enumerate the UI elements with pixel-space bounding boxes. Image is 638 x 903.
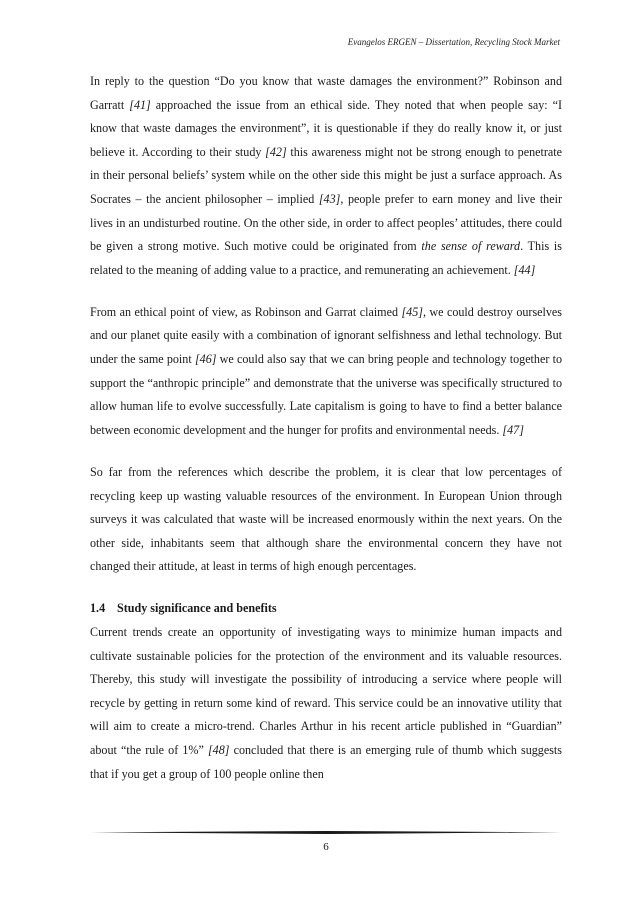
citation: [41]: [129, 97, 151, 112]
running-header: Evangelos ERGEN – Dissertation, Recycling Stock Market: [347, 37, 560, 47]
text-run: we could also say that we can bring people and technology together to support the “anthropic principle” and demonstrate that the universe was specifically structured to allow human life to evolve successfully. Late capitalism is going to have to find a better balance between economic development and the hunger for profits and environmental needs.: [90, 352, 562, 437]
paragraph-3: [90, 461, 562, 579]
paragraph-2: [90, 301, 562, 443]
section-title: Study significance and benefits: [117, 601, 277, 616]
text-run: concluded that there is an emerging rule of thumb which suggests that if you get a group of 100 people online then: [90, 742, 562, 781]
text-run: From an ethical point of view, as Robinson and Garrat claimed: [90, 304, 402, 319]
citation: [45],: [401, 304, 426, 319]
text-run: In reply to the question “Do you know that waste damages the environment?” Robinson and Garratt: [90, 74, 562, 112]
citation: [43]: [318, 191, 341, 206]
text-run: Current trends create an opportunity of investigating ways to minimize human impacts and cultivate sustainable policies for the protection of the environment and its valuable resources. Thereby, this study will investigate the possibility of introducing a service where people will recycle by getting in return some kind of reward. This service could be an innovative utility that will aim to create a micro-trend. Charles Arthur in his recent article published in “Guardian” about “the rule of 1%”: [90, 624, 562, 757]
text-run: , people prefer to earn money and live their lives in an undisturbed routine. On the other side, in order to affect peoples’ attitudes, there could be given a strong motive. Such motive could be originated from: [90, 191, 562, 254]
text-run: we could destroy ourselves and our planet quite easily with a combination of ignorant selfishness and lethal technology. But under the same point: [90, 304, 562, 367]
section-heading: [90, 597, 562, 621]
citation: [48]: [207, 742, 230, 757]
citation: [47]: [502, 422, 524, 437]
paragraph-spacer: [90, 579, 562, 598]
text-run: So far from the references which describe the problem, it is clear that low percentages of recycling keep up wasting valuable resources of the environment. In European Union through surveys it was calculated that waste will be increased enormously within the next years. On the other side, inhabitants seem that although share the environmental concern they have not changed their attitude, at least in terms of high enough percentages.: [90, 464, 562, 574]
citation: [44]: [513, 262, 536, 277]
text-run: approached the issue from an ethical side. They noted that when people say: “I know that waste damages the environment”, it is questionable if they do really know it, or just believe it. According to their study: [90, 97, 562, 159]
body-content: [90, 70, 562, 786]
paragraph-spacer: [90, 282, 562, 301]
section-number: 1.4: [90, 601, 106, 616]
paragraph-1: [90, 70, 562, 282]
emphasis: the sense of reward: [421, 239, 521, 254]
text-run: . This is related to the meaning of adding value to a practice, and remunerating an achievement.: [90, 239, 562, 277]
paragraph-spacer: [90, 442, 562, 461]
page-number: 6: [323, 841, 329, 853]
footer-divider: [90, 831, 562, 834]
paragraph-4: [90, 621, 562, 786]
citation: [42]: [265, 144, 287, 159]
text-run: this awareness might not be strong enough to penetrate in their personal beliefs’ system while on the other side this might be just a surface approach. As Socrates – the ancient philosopher – implied: [90, 144, 562, 206]
citation: [46]: [194, 352, 217, 367]
